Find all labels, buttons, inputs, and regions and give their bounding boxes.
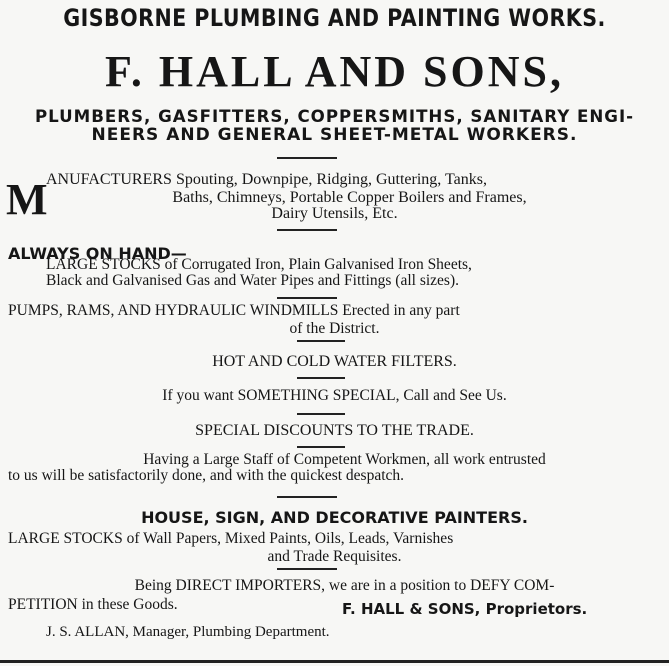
trades-line-2: NEERS AND GENERAL SHEET-METAL WORKERS.	[91, 125, 578, 145]
divider-4	[297, 340, 345, 342]
stocks-line-1: LARGE STOCKS of Wall Papers, Mixed Paints, Oils, Leads, Varnishes	[8, 530, 454, 547]
divider-8	[277, 496, 337, 498]
mfg-line-3: Dairy Utensils, Etc.	[271, 205, 398, 222]
pumps-line-1: PUMPS, RAMS, AND HYDRAULIC WINDMILLS Erected in any part	[8, 302, 460, 319]
painters-line: HOUSE, SIGN, AND DECORATIVE PAINTERS.	[141, 508, 528, 527]
filters-line: HOT AND COLD WATER FILTERS.	[212, 353, 457, 370]
importers-line-2: PETITION in these Goods.	[8, 596, 178, 613]
divider-9	[277, 568, 337, 570]
divider-5	[297, 377, 345, 379]
always-heading: ALWAYS ON HAND—	[8, 244, 187, 263]
proprietors-line: F. HALL & SONS, Proprietors.	[342, 600, 588, 618]
special-line: If you want SOMETHING SPECIAL, Call and See Us.	[162, 387, 507, 404]
staff-line-2: to us will be satisfactorily done, and with the quickest despatch.	[8, 467, 405, 484]
trades-line-1: PLUMBERS, GASFITTERS, COPPERSMITHS, SANITARY ENGI-	[34, 107, 635, 127]
always-line-2: Black and Galvanised Gas and Water Pipes and Fittings (all sizes).	[46, 272, 459, 289]
drop-cap-initial: M	[6, 175, 48, 224]
firm-name: F. HALL AND SONS,	[105, 47, 564, 96]
importers-line-1: Being DIRECT IMPORTERS, we are in a position to DEFY COM-	[134, 577, 555, 594]
mfg-line-2: Baths, Chimneys, Portable Copper Boilers and Frames,	[172, 189, 527, 206]
always-line-1: LARGE STOCKS of Corrugated Iron, Plain Galvanised Iron Sheets,	[46, 256, 472, 273]
mfg-line-1: ANUFACTURERS Spouting, Downpipe, Ridging, Guttering, Tanks,	[46, 171, 487, 188]
divider-6	[297, 413, 345, 415]
divider-7	[297, 446, 345, 448]
pumps-line-2: of the District.	[289, 320, 380, 337]
divider-1	[277, 157, 337, 159]
stocks-line-2: and Trade Requisites.	[267, 548, 402, 565]
discounts-line: SPECIAL DISCOUNTS TO THE TRADE.	[195, 422, 474, 439]
divider-2	[277, 229, 337, 231]
staff-line-1: Having a Large Staff of Competent Workmen, all work entrusted	[143, 451, 546, 468]
divider-3	[277, 297, 337, 299]
bottom-border-rule	[0, 660, 669, 663]
manager-line: J. S. ALLAN, Manager, Plumbing Department.	[46, 624, 330, 640]
ad-heading: GISBORNE PLUMBING AND PAINTING WORKS.	[63, 4, 606, 32]
